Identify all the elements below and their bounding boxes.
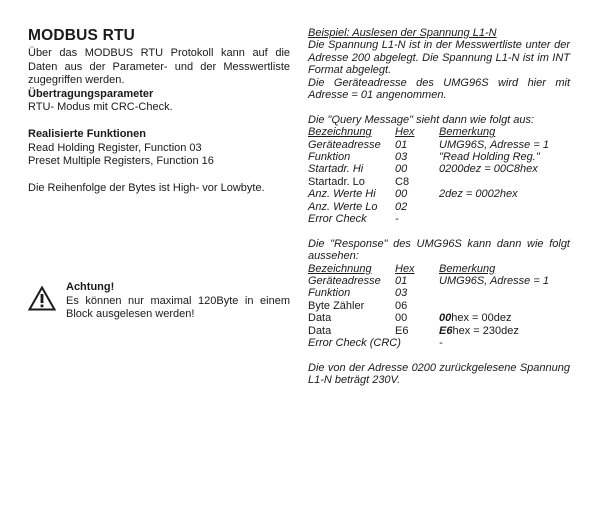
cell-note: UMG96S, Adresse = 1 [439, 274, 549, 287]
example-text: Die Geräteadresse des UMG96S wird hier mit Adresse = 01 angenommen. [308, 76, 570, 102]
table-header [308, 126, 570, 138]
table-row [308, 163, 570, 175]
table-row [308, 275, 570, 287]
cell-hex: 01 [395, 138, 408, 151]
table-row [308, 213, 570, 225]
cell-hex: 00 [395, 312, 408, 325]
cell-note: - [439, 336, 443, 349]
params-heading: Übertragungsparameter [28, 87, 154, 100]
column-header-note: Bemerkung [439, 126, 496, 139]
cell-hex: 03 [395, 287, 408, 300]
cell-name: Startadr. Hi [308, 163, 364, 176]
cell-hex: E6 [395, 324, 409, 337]
right-column [308, 27, 570, 387]
cell-hex: 06 [395, 299, 408, 312]
cell-name: Geräteadresse [308, 138, 381, 151]
cell-name: Anz. Werte Lo [308, 200, 378, 213]
cell-note: 0200dez = 00C8hex [439, 163, 538, 176]
cell-note-bold: 00 [439, 312, 452, 325]
params-text: RTU- Modus mit CRC-Check. [28, 101, 173, 114]
warning-triangle-icon [28, 286, 56, 311]
cell-note-rest: hex = 230dez [452, 324, 519, 337]
table-row [308, 300, 570, 312]
function-item: Read Holding Register, Function 03 [28, 141, 202, 154]
cell-note: 2dez = 0002hex [439, 188, 518, 201]
cell-hex: 01 [395, 274, 408, 287]
cell-name: Geräteadresse [308, 274, 381, 287]
column-header-note: Bemerkung [439, 262, 496, 275]
cell-note-bold: E6 [439, 324, 453, 337]
cell-name: Data [308, 324, 332, 337]
cell-hex: C8 [395, 175, 410, 188]
table-row [308, 139, 570, 151]
cell-name: Funktion [308, 287, 351, 300]
cell-name: Funktion [308, 151, 351, 164]
cell-hex: - [395, 212, 399, 225]
cell-name: Error Check (CRC) [308, 336, 401, 349]
table-row [308, 325, 570, 337]
table-row [308, 312, 570, 324]
cell-name: Data [308, 312, 332, 325]
table-row [308, 151, 570, 163]
cell-name: Startadr. Lo [308, 175, 365, 188]
cell-name: Anz. Werte Hi [308, 188, 376, 201]
table-row [308, 337, 570, 349]
example-text: Die Spannung L1-N ist in der Messwertliste unter der Adresse 200 abgelegt. Die Spannung L1-N ist im INT Format abgelegt. [308, 39, 570, 77]
table-row [308, 176, 570, 188]
cell-note [439, 325, 519, 337]
table-row [308, 287, 570, 299]
table-row [308, 201, 570, 213]
cell-hex: 02 [395, 200, 408, 213]
column-header-name: Bezeichnung [308, 126, 372, 139]
table-row [308, 188, 570, 200]
table-header [308, 263, 570, 275]
cell-hex: 00 [395, 163, 408, 176]
functions-heading: Realisierte Funktionen [28, 127, 146, 140]
function-item: Preset Multiple Registers, Function 16 [28, 155, 214, 168]
response-intro: Die "Response" des UMG96S kann dann wie folgt aussehen: [308, 237, 570, 263]
conclusion-text: Die von der Adresse 0200 zurückgelesene Spannung L1-N beträgt 230V. [308, 361, 570, 387]
warning-message: Es können nur maximal 120Byte in einem Block ausgelesen werden! [66, 294, 290, 321]
query-intro: Die "Query Message" sieht dann wie folgt aus: [308, 113, 535, 126]
column-header-hex: Hex [395, 262, 415, 275]
warning-title: Achtung! [66, 281, 115, 293]
section-title: MODBUS RTU [28, 27, 136, 44]
cell-name: Error Check [308, 212, 367, 225]
cell-name: Byte Zähler [308, 299, 365, 312]
left-column [28, 27, 290, 195]
cell-note: "Read Holding Reg." [439, 151, 540, 164]
cell-note: UMG96S, Adresse = 1 [439, 138, 549, 151]
column-header-hex: Hex [395, 126, 415, 139]
cell-note-rest: hex = 00dez [451, 312, 512, 325]
cell-hex: 03 [395, 151, 408, 164]
intro-paragraph: Über das MODBUS RTU Protokoll kann auf die Daten aus der Parameter- und der Messwertliste zugegriffen werden. [28, 47, 290, 87]
warning-text-block [66, 281, 290, 322]
byte-order-note: Die Reihenfolge der Bytes ist High- vor Lowbyte. [28, 181, 265, 194]
example-heading: Beispiel: Auslesen der Spannung L1-N [308, 27, 497, 39]
column-header-name: Bezeichnung [308, 262, 372, 275]
cell-hex: 00 [395, 188, 408, 201]
cell-note [439, 312, 512, 324]
